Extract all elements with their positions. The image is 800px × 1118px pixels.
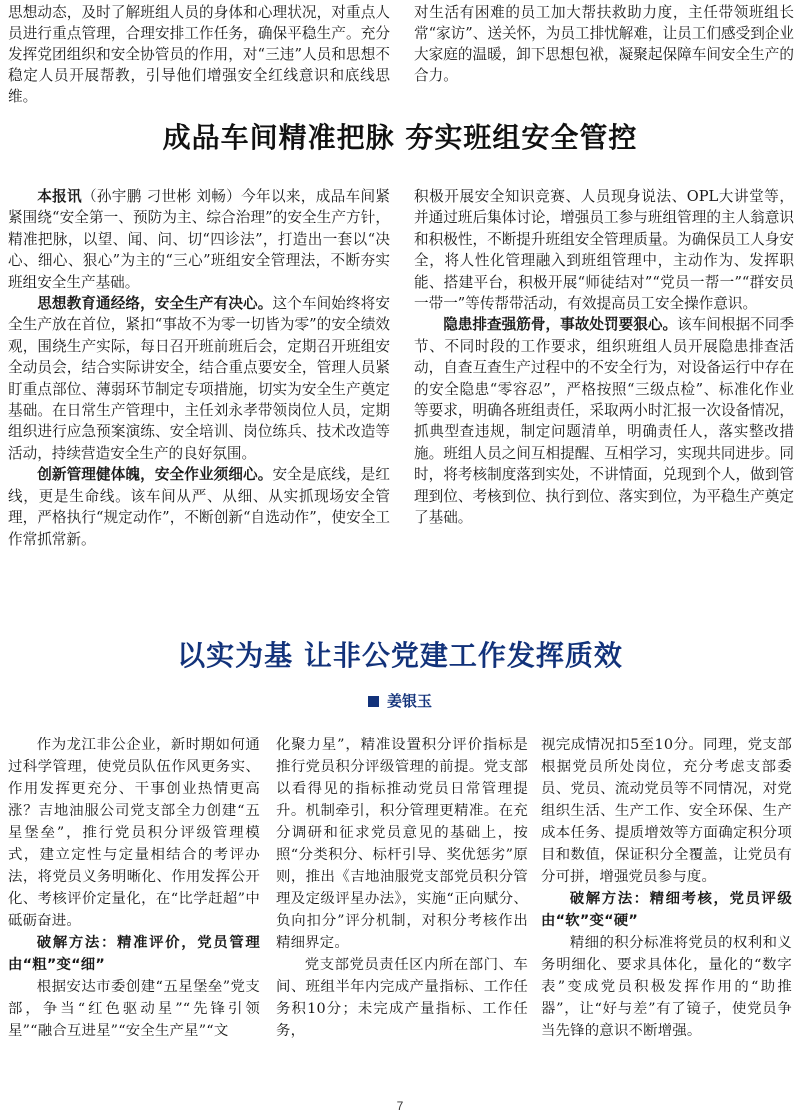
paragraph: 对生活有困难的员工加大帮扶救助力度，主任带领班组长常“家访”、送关怀，为员工排忧解难，让员工们感受到企业大家庭的温暖，卸下思想包袱，凝聚起保障车间安全生产的合力。 [414,4,794,84]
continuation-text-right [414,2,794,86]
page-number: 7 [396,1099,404,1113]
paragraph: 根据安达市委创建“五星堡垒”党支部，争当“红色驱动星”“先锋引领星”“融合互进星”“安全生产星”“文 [8,979,260,1039]
lead-label: 本报讯 [37,188,82,205]
section-paragraph [8,464,390,550]
paragraph: 作为龙江非公企业，新时期如何通过科学管理，使党员队伍作风更务实、作用发挥更充分、干事创业热情更高涨？吉地油服公司党支部全力创建“五星堡垒”，推行党员积分评级管理模式，建立定性与定量相结合的考评办法，将党员义务明晰化、作用发挥公开化、考核评价定量化，在“比学赶超”中砥砺奋进。 [8,737,260,929]
paragraph-continued: 化聚力星”，精准设置积分评价指标是推行党员积分评级管理的前提。党支部以看得见的指标推动党员日常管理提升。机制牵引，积分管理更精准。在充分调研和征求党员意见的基础上，按照“分类积分、标杆引导、奖优惩劣”原则，推出《吉地油服党支部党员积分管理及定级评星办法》，实施“正向赋分、负向扣分”评分机制，对积分考核作出精细界定。 [276,737,528,951]
continuation-text-left [8,2,390,107]
article1-column-right [414,186,794,529]
paragraph: 党支部党员责任区内所在部门、车间、班组半年内完成产量指标、工作任务积10分；未完成产量指标、工作任务， [276,957,528,1039]
article2-column-2 [276,734,528,1042]
section-text: 这个车间始终将安全生产放在首位，紧扣“事故不为零一切皆为零”的安全绩效观，围绕生产实际，每日召开班前班后会，定期召开班组安全动员会，结合实际讲安全，结合重点要安全，管理人员紧盯重点部位、薄弱环节制定专项措施，切实为安全生产奠定基础。在日常生产管理中，主任刘永孝带领岗位人员，定期组织进行应急预案演练、安全培训、岗位练兵、技术改造等活动，持续营造安全生产的良好氛围。 [8,295,390,462]
section-text: 安全是底线，是红线，更是生命线。该车间从严、从细、从实抓现场安全管理，严格执行“规定动作”，不断创新“自选动作”，使安全工作常抓常新。 [8,466,390,548]
paragraph-continued: 视完成情况扣5至10分。同理，党支部根据党员所处岗位，充分考虑支部委员、党员、流动党员等不同情况，对党组织生活、生产工作、安全环保、生产成本任务、提质增效等方面确定积分项目和数值，保证积分全覆盖，让党员有分可拼，增强党员参与度。 [541,737,792,885]
lead-paragraph [8,186,390,293]
article1-column-left [8,186,390,550]
section-heading: 隐患排查强筋骨，事故处罚要狠心。 [443,316,678,334]
section-text: 该车间根据不同季节、不同时段的工作要求，组织班组人员开展隐患排查活动，自查互查生产过程中的不安全行为，对设备运行中存在的安全隐患“零容忍”，严格按照“三级点检”、标准化作业等要求，明确各班组责任，采取两小时汇报一次设备情况，抓典型查违规，制定问题清单，明确责任人，落实整改措施。班组人员之间互相提醒、互相学习，实现共同进步。同时，将考核制度落到实处，不讲情面，兑现到个人，做到管理到位、考核到位、执行到位、落实到位，为平稳生产奠定了基础。 [414,316,794,527]
section-paragraph-continued: 积极开展安全知识竞赛、人员现身说法、OPL大讲堂等，并通过班后集体讨论，增强员工参与班组管理的主人翁意识和积极性，不断提升班组安全管理质量。为确保员工人身安全，将人性化管理融入到班组管理中，主动作为、发挥职能、搭建平台，积极开展“师徒结对”“党员一帮一”“群安员一带一”等传帮带活动，有效提高员工安全操作意识。 [414,188,794,313]
paragraph: 精细的积分标准将党员的权利和义务明细化、要求具体化，量化的“数字表”变成党员积极发挥作用的“助推器”，让“好与差”有了镜子，使党员争当先锋的意识不断增强。 [541,935,792,1039]
section-paragraph [8,293,390,464]
section-heading: 破解方法：精准评价，党员管理由“粗”变“细” [8,935,260,973]
article-headline: 成品车间精准把脉 夯实班组安全管控 [162,121,638,154]
section-paragraph [414,314,794,528]
article2-column-1 [8,734,260,1042]
section-heading: 创新管理健体魄，安全作业须细心。 [37,466,273,484]
section-heading: 破解方法：精细考核，党员评级由“软”变“硬” [541,891,792,929]
square-bullet-icon [368,696,379,707]
article-headline: 以实为基 让非公党建工作发挥质效 [177,639,623,672]
lead-text: （孙宇鹏 刁世彬 刘畅）今年以来，成品车间紧紧围绕“安全第一、预防为主、综合治理”的安全生产方针，精准把脉，以望、闻、问、切“四诊法”，打造出一套以“决心、细心、狠心”为主的“三心”班组安全管理法，不断夯实班组安全生产基础。 [8,188,390,291]
author-name: 姜银玉 [386,692,432,710]
section-heading: 思想教育通经络，安全生产有决心。 [37,295,273,313]
paragraph: 思想动态，及时了解班组人员的身体和心理状况，对重点人员进行重点管理，合理安排工作任务，确保平稳生产。充分发挥党团组织和安全协管员的作用，对“三违”人员和思想不稳定人员开展帮教，引导他们增强安全红线意识和底线思维。 [8,4,390,105]
article2-column-3 [541,734,792,1042]
byline [0,690,800,711]
